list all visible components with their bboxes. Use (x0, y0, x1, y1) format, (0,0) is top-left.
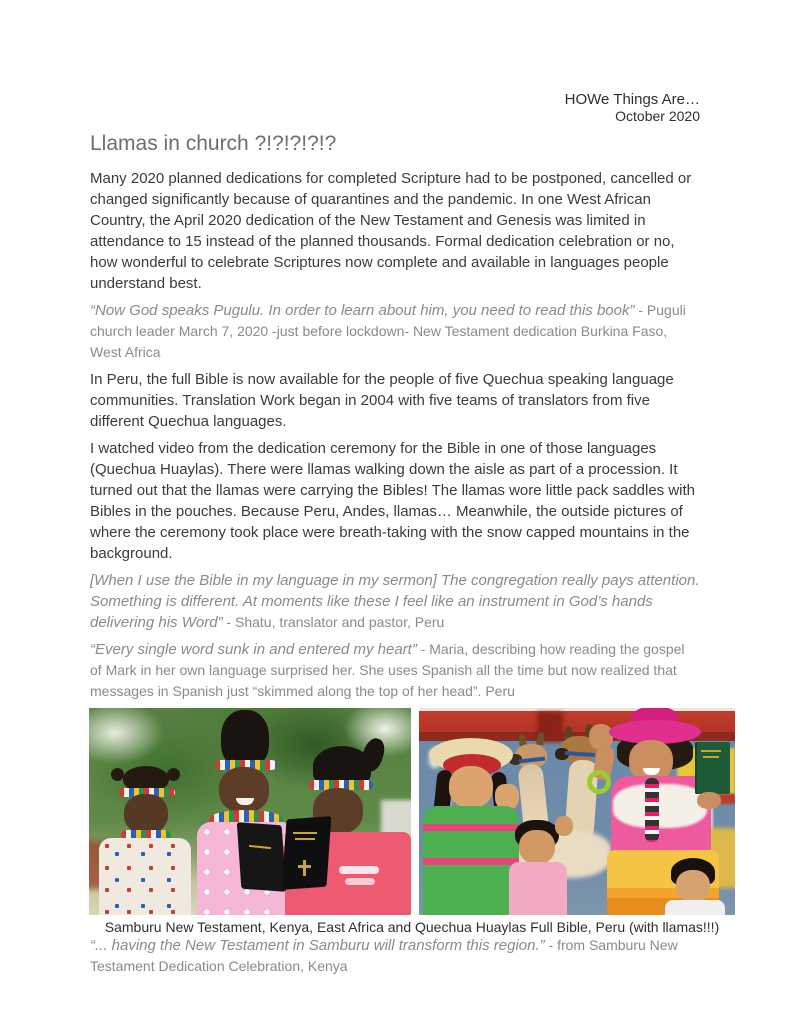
quote-puguli-text: “Now God speaks Pugulu. In order to learn about him, you need to read this book” (90, 302, 635, 319)
photo-quechua-peru (419, 708, 735, 915)
masthead (90, 92, 700, 124)
small-girl-peru (515, 820, 585, 915)
issue-date: October 2020 (615, 108, 700, 124)
photo-caption: Samburu New Testament, Kenya, East Africa and Quechua Huaylas Full Bible, Peru (with llamas!!!) (104, 919, 720, 935)
quote-samburu-attribution: - from Samburu New Testament Dedication Celebration, Kenya (90, 937, 678, 974)
waving-hand (555, 816, 573, 836)
article-headline: Llamas in church ?!?!?!?!? (90, 132, 337, 155)
paragraph-llamas-video: I watched video from the dedication ceremony for the Bible in one of those languages (Quechua Huaylas). There were llamas walking down the aisle as part of a procession. It turned out that the llamas were carrying the Bibles! The llamas wore little pack saddles with Bibles in the pouches. Because Peru, Andes, llamas… Meanwhile, the outside pictures of where the ceremony took place were breath-taking with the snow capped mountains in the background. (90, 440, 696, 562)
quote-maria-attribution: - Maria, describing how reading the gospel of Mark in her own language surprised her. She uses Spanish all the time but now realized that messages in Spanish just “skimmed along the top of her head”. Peru (90, 641, 685, 699)
white-beaded-dress (99, 838, 191, 915)
quote-puguli (90, 300, 700, 363)
braided-ponytail (358, 736, 388, 775)
green-bracelet (587, 770, 611, 794)
white-shawl (613, 784, 707, 828)
pink-top (509, 862, 567, 915)
paragraph-peru-bible: In Peru, the full Bible is now available for the people of five Quechua speaking language communities. Translation Work began in 2004 with five teams of translators from five different Quechua languages. (90, 371, 674, 430)
quote-samburu-dedication (90, 935, 700, 977)
quote-maria-text: “Every single word sunk in and entered my heart” (90, 641, 417, 658)
photo-row (89, 708, 735, 915)
toddler-peru (671, 858, 735, 915)
photo-samburu-kenya (89, 708, 411, 915)
gold-cross (303, 860, 306, 876)
paragraph-dedications: Many 2020 planned dedications for completed Scripture had to be postponed, cancelled or changed significantly because of quarantines and the pandemic. In one West African Country, the April 2020 dedication of the New Testament and Genesis was limited in attendance to 15 instead of the planned thousands. Formal dedication celebration or no, how wonderful to celebrate Scriptures now complete and available in languages people understand best. (90, 170, 692, 292)
woven-braid-wrap (645, 778, 659, 842)
quote-shatu-text: [When I use the Bible in my language in my sermon] The congregation really pays attention. Something is different. At moments like these I feel like an instrument in God’s hands delivering his Word” (90, 572, 700, 631)
quote-samburu-text: “... having the New Testament in Samburu will transform this region.” (90, 937, 545, 954)
open-black-new-testament (237, 816, 333, 900)
masthead-title: HOWe Things Are… (564, 91, 700, 108)
quote-puguli-attribution: - Puguli church leader March 7, 2020 -just before lockdown- New Testament dedication Burkina Faso, West Africa (90, 302, 686, 360)
quote-shatu (90, 570, 700, 633)
quote-maria (90, 639, 700, 702)
quote-shatu-attribution: - Shatu, translator and pastor, Peru (222, 614, 445, 630)
